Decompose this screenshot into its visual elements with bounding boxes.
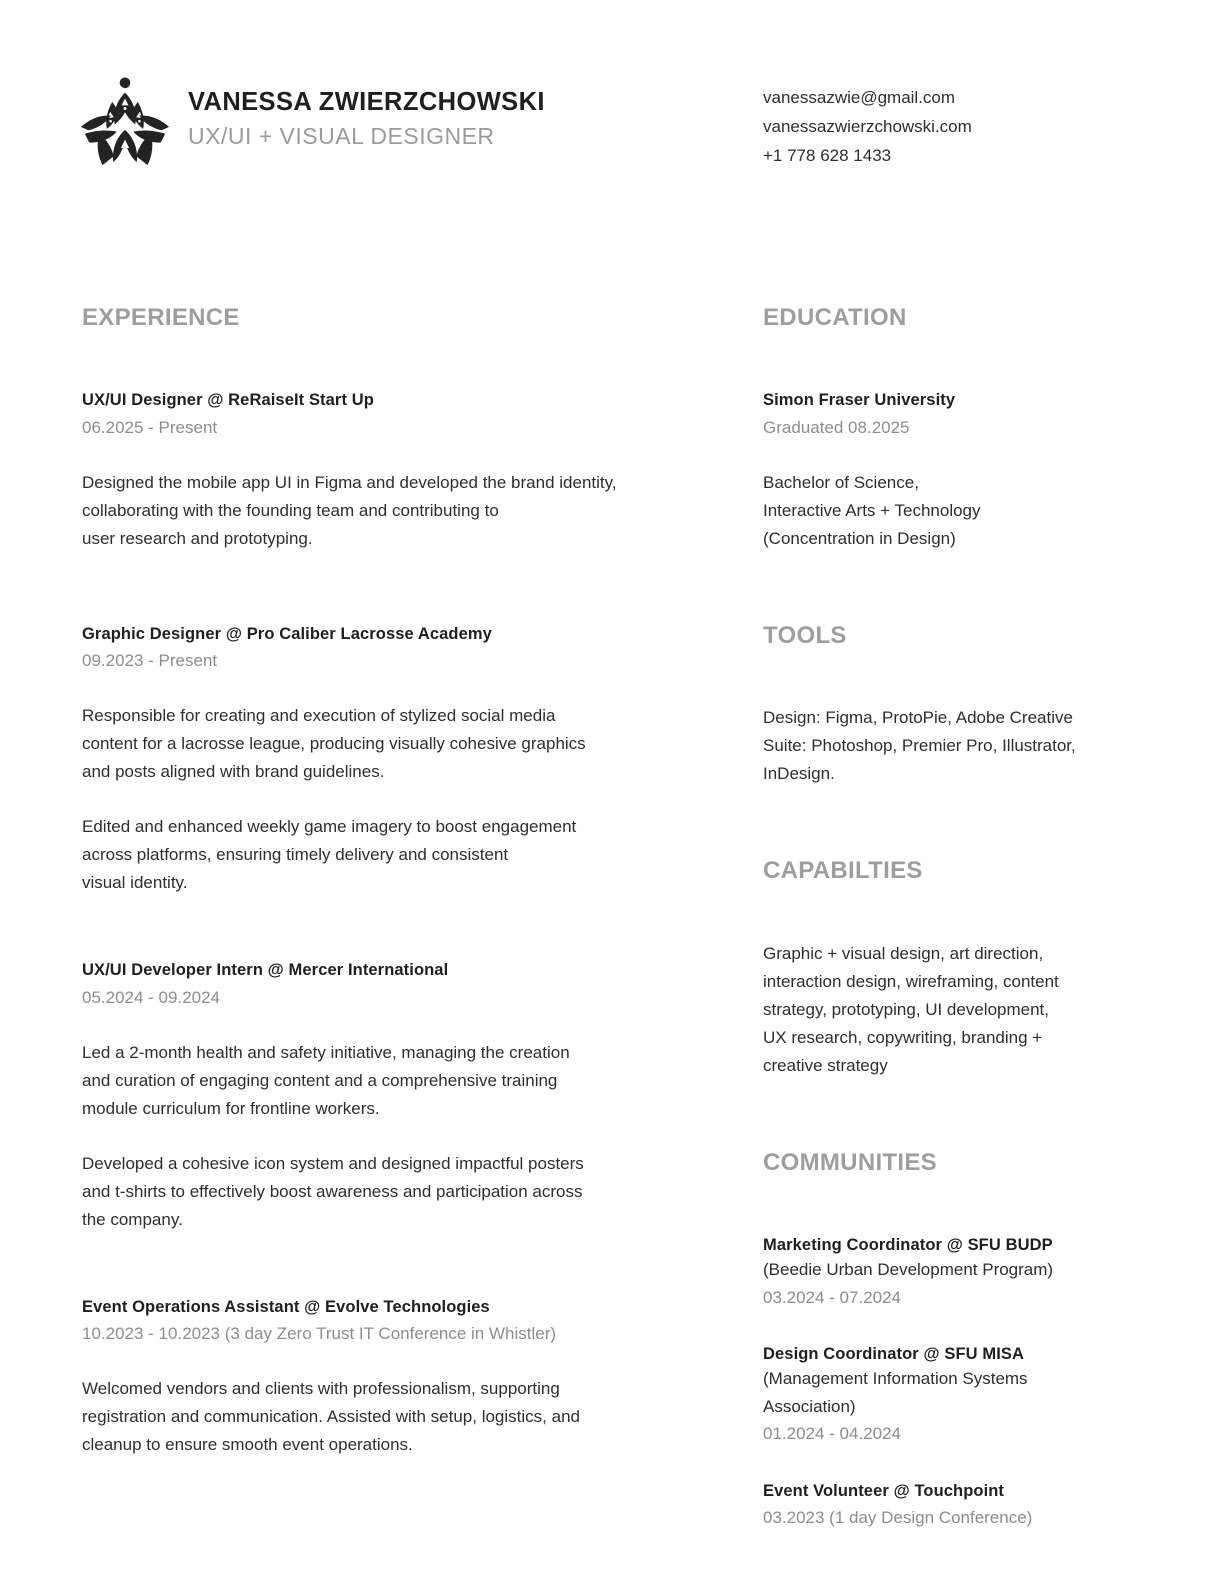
community-entry-subtitle: (Management Information Systems bbox=[763, 1369, 1028, 1389]
text-line: across platforms, ensuring timely delivery and consistent bbox=[82, 845, 509, 865]
resume-header bbox=[0, 0, 1224, 230]
education-graduated: Graduated 08.2025 bbox=[763, 417, 910, 437]
experience-entry-title: Event Operations Assistant @ Evolve Technologies bbox=[82, 1297, 490, 1316]
text-line: Bachelor of Science, bbox=[763, 472, 919, 492]
text-line: strategy, prototyping, UI development, bbox=[763, 999, 1050, 1019]
contact-phone[interactable]: +1 778 628 1433 bbox=[763, 146, 892, 165]
education-degree bbox=[763, 469, 1123, 553]
community-entry-title: Marketing Coordinator @ SFU BUDP bbox=[763, 1236, 1053, 1255]
contact-block bbox=[763, 83, 972, 170]
experience-entry bbox=[82, 623, 692, 897]
section-title-communities: COMMUNITIES bbox=[763, 1148, 937, 1176]
community-entry bbox=[763, 1343, 1123, 1448]
contact-email[interactable]: vanessazwie@gmail.com bbox=[763, 88, 956, 107]
experience-entry-paragraph bbox=[82, 469, 692, 553]
experience-entry bbox=[82, 389, 692, 552]
experience-entry-paragraph bbox=[82, 1150, 692, 1234]
experience-entry-date: 06.2025 - Present bbox=[82, 417, 218, 437]
text-line: interaction design, wireframing, content bbox=[763, 971, 1059, 991]
community-entry-date: 03.2023 (1 day Design Conference) bbox=[763, 1507, 1033, 1527]
experience-entry-paragraph bbox=[82, 1375, 692, 1459]
experience-entry-paragraph bbox=[82, 702, 692, 786]
community-entry-date: 01.2024 - 04.2024 bbox=[763, 1424, 902, 1444]
text-line: Suite: Photoshop, Premier Pro, Illustrator, bbox=[763, 736, 1076, 756]
text-line: and curation of engaging content and a comprehensive training bbox=[82, 1070, 558, 1090]
experience-entry-paragraph bbox=[82, 1039, 692, 1123]
experience-entry bbox=[82, 959, 692, 1233]
section-title-tools: TOOLS bbox=[763, 621, 847, 649]
experience-entry-title: UX/UI Designer @ ReRaiseIt Start Up bbox=[82, 391, 374, 410]
education-entry bbox=[763, 389, 1123, 552]
experience-entry bbox=[82, 1296, 692, 1459]
experience-entry-date: 05.2024 - 09.2024 bbox=[82, 987, 221, 1007]
floral-emblem-logo-icon bbox=[76, 72, 174, 170]
community-entry bbox=[763, 1234, 1123, 1311]
text-line: Designed the mobile app UI in Figma and developed the brand identity, bbox=[82, 472, 617, 492]
candidate-name: VANESSA ZWIERZCHOWSKI bbox=[188, 88, 545, 117]
section-title-education: EDUCATION bbox=[763, 304, 907, 331]
text-line: Welcomed vendors and clients with professionalism, supporting bbox=[82, 1379, 560, 1399]
text-line: Graphic + visual design, art direction, bbox=[763, 943, 1044, 963]
name-block bbox=[188, 87, 545, 155]
section-title-capabilities: CAPABILTIES bbox=[763, 857, 923, 885]
contact-website[interactable]: vanessazwierzchowski.com bbox=[763, 117, 972, 136]
experience-entry-title: UX/UI Developer Intern @ Mercer International bbox=[82, 961, 449, 980]
text-line: InDesign. bbox=[763, 764, 835, 784]
section-title-experience: EXPERIENCE bbox=[82, 304, 240, 331]
experience-entry-title: Graphic Designer @ Pro Caliber Lacrosse Academy bbox=[82, 624, 492, 643]
experience-entry-paragraph bbox=[82, 813, 692, 897]
text-line: the company. bbox=[82, 1209, 183, 1229]
experience-entry-date: 09.2023 - Present bbox=[82, 651, 218, 671]
text-line: Edited and enhanced weekly game imagery to boost engagement bbox=[82, 817, 577, 837]
text-line: Led a 2-month health and safety initiative, managing the creation bbox=[82, 1042, 570, 1062]
text-line: user research and prototyping. bbox=[82, 528, 313, 548]
text-line: and t-shirts to effectively boost awareness and participation across bbox=[82, 1181, 583, 1201]
text-line: registration and communication. Assisted with setup, logistics, and bbox=[82, 1407, 580, 1427]
text-line: cleanup to ensure smooth event operations. bbox=[82, 1435, 413, 1455]
text-line: creative strategy bbox=[763, 1055, 888, 1075]
community-entry-subtitle: (Beedie Urban Development Program) bbox=[763, 1260, 1054, 1280]
text-line: Interactive Arts + Technology bbox=[763, 500, 981, 520]
community-entry-title: Event Volunteer @ Touchpoint bbox=[763, 1481, 1005, 1500]
brand-block bbox=[76, 72, 545, 170]
community-entry bbox=[763, 1480, 1123, 1531]
text-line: visual identity. bbox=[82, 873, 188, 893]
community-entry-title: Design Coordinator @ SFU MISA bbox=[763, 1345, 1024, 1363]
text-line: and posts aligned with brand guidelines. bbox=[82, 762, 385, 782]
sidebar-column bbox=[763, 305, 1123, 1531]
text-line: Responsible for creating and execution of stylized social media bbox=[82, 706, 556, 726]
experience-entry-date: 10.2023 - 10.2023 (3 day Zero Trust IT Conference in Whistler) bbox=[82, 1324, 557, 1344]
text-line: content for a lacrosse league, producing visually cohesive graphics bbox=[82, 734, 586, 754]
tools-list bbox=[763, 704, 1123, 788]
text-line: module curriculum for frontline workers. bbox=[82, 1098, 380, 1118]
community-entry-subtitle: Association) bbox=[763, 1396, 856, 1416]
text-line: UX research, copywriting, branding + bbox=[763, 1027, 1043, 1047]
text-line: (Concentration in Design) bbox=[763, 528, 956, 548]
education-school: Simon Fraser University bbox=[763, 391, 956, 410]
capabilities-list bbox=[763, 940, 1123, 1080]
text-line: collaborating with the founding team and contributing to bbox=[82, 500, 499, 520]
candidate-role: UX/UI + VISUAL DESIGNER bbox=[188, 123, 495, 150]
text-line: Developed a cohesive icon system and designed impactful posters bbox=[82, 1153, 584, 1173]
experience-column bbox=[82, 305, 692, 1459]
community-entry-date: 03.2024 - 07.2024 bbox=[763, 1287, 902, 1307]
text-line: Design: Figma, ProtoPie, Adobe Creative bbox=[763, 708, 1073, 728]
